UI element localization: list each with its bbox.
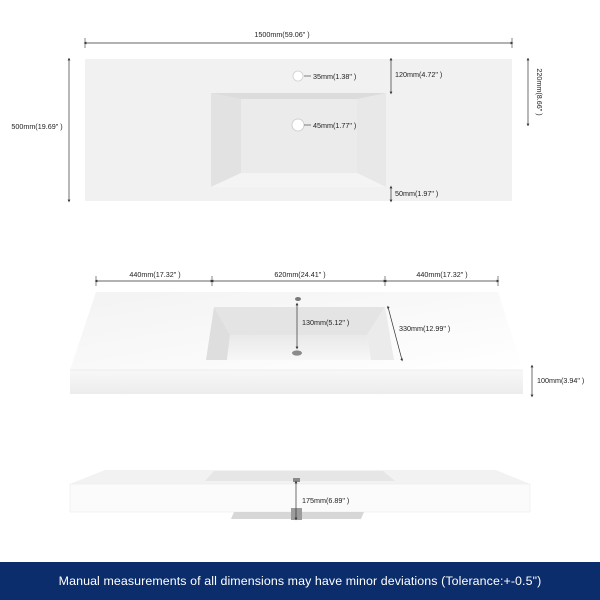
front-view-front-edge	[70, 370, 523, 394]
label-right-deck: 440mm(17.32" )	[416, 270, 468, 279]
label-faucet-to-drain: 130mm(5.12" )	[302, 318, 350, 327]
front-faucet-hole	[295, 297, 301, 301]
front-drain-hole	[292, 350, 302, 355]
top-view-bowl-floor	[241, 99, 357, 173]
label-bowl-width: 620mm(24.41" )	[274, 270, 326, 279]
tolerance-note: Manual measurements of all dimensions may have minor deviations (Tolerance:+-0.5")	[58, 574, 542, 588]
front-view-bowl-floor	[227, 335, 371, 360]
label-back-depth: 220mm(8.66" )	[535, 68, 544, 116]
drain-cap	[293, 478, 300, 482]
label-drain-hole: 45mm(1.77" )	[313, 121, 357, 130]
label-overall-depth: 500mm(19.69" )	[11, 122, 63, 131]
side-view	[70, 470, 530, 520]
tolerance-banner	[0, 562, 600, 600]
front-view-bowl-back	[214, 307, 385, 335]
side-view-front	[70, 484, 530, 512]
label-thickness: 100mm(3.94" )	[537, 376, 585, 385]
front-view	[70, 270, 584, 396]
top-view-bowl-back-wall	[211, 93, 386, 99]
label-left-deck: 440mm(17.32" )	[129, 270, 181, 279]
label-faucet-hole: 35mm(1.38" )	[313, 72, 357, 81]
faucet-hole	[293, 71, 303, 81]
label-overall-width: 1500mm(59.06" )	[254, 30, 310, 39]
label-back-to-bowl: 120mm(4.72" )	[395, 70, 443, 79]
label-drain-height: 175mm(6.89" )	[302, 496, 350, 505]
label-bowl-depth: 330mm(12.99" )	[399, 324, 451, 333]
drain-pipe	[291, 508, 302, 520]
top-view-bowl-front	[211, 173, 386, 187]
drain-hole	[292, 119, 304, 131]
top-view-bowl-right-wall	[357, 93, 386, 187]
label-front-to-bowl: 50mm(1.97" )	[395, 189, 439, 198]
top-view	[11, 30, 544, 201]
top-view-bowl-left-wall	[211, 93, 241, 187]
